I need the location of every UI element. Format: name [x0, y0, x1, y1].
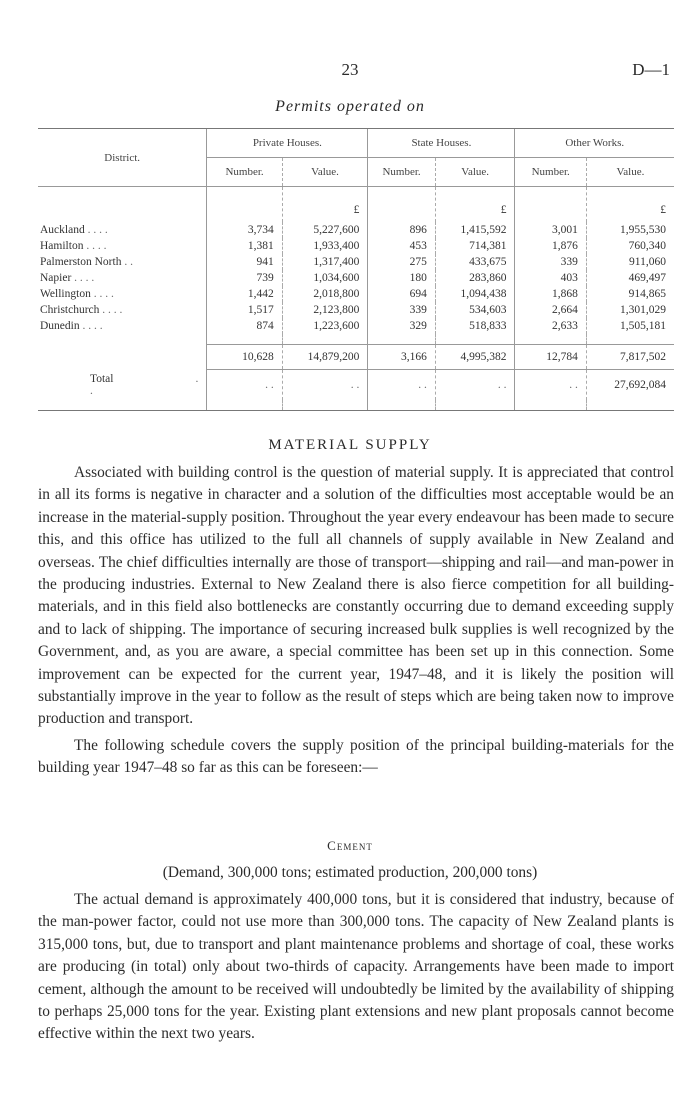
total-cell: . .	[368, 370, 436, 401]
total-label: Total	[90, 372, 114, 385]
table-row	[38, 254, 674, 270]
private-number: 941	[207, 254, 282, 270]
leader-dots: . . . .	[82, 320, 103, 332]
subtotal-cell: 14,879,200	[282, 345, 368, 370]
leader-dots: . . . .	[87, 224, 108, 236]
district-name: Napier	[40, 272, 72, 284]
private-value: 1,223,600	[282, 318, 368, 334]
private-number: 3,734	[207, 222, 282, 238]
table-row	[38, 318, 674, 334]
other-value: 1,301,029	[586, 302, 674, 318]
private-number: 874	[207, 318, 282, 334]
district-name: Wellington	[40, 288, 91, 300]
material-supply-text	[38, 462, 674, 780]
state-number: 896	[368, 222, 436, 238]
sub-header-number: Number.	[368, 158, 436, 187]
group-header-private: Private Houses.	[207, 129, 368, 158]
subtotal-cell: 7,817,502	[586, 345, 674, 370]
state-number: 275	[368, 254, 436, 270]
state-number: 339	[368, 302, 436, 318]
state-number: 694	[368, 286, 436, 302]
private-number: 1,442	[207, 286, 282, 302]
private-value: 1,034,600	[282, 270, 368, 286]
total-cell: . .	[435, 370, 515, 401]
total-row	[38, 370, 674, 401]
private-value: 5,227,600	[282, 222, 368, 238]
sub-header-number: Number.	[515, 158, 586, 187]
permits-table	[38, 128, 674, 411]
section-heading: MATERIAL SUPPLY	[268, 437, 432, 453]
leader-dots: . .	[124, 256, 133, 268]
other-number: 3,001	[515, 222, 586, 238]
other-value: 914,865	[586, 286, 674, 302]
district-name: Hamilton	[40, 240, 84, 252]
state-value: 1,094,438	[435, 286, 515, 302]
table-row	[38, 270, 674, 286]
table-row	[38, 302, 674, 318]
other-number: 2,633	[515, 318, 586, 334]
sub-header-value: Value.	[282, 158, 368, 187]
other-number: 403	[515, 270, 586, 286]
cement-demand-line: (Demand, 300,000 tons; estimated production, 200,000 tons)	[162, 864, 538, 881]
private-value: 1,933,400	[282, 238, 368, 254]
leader-dots: . . . .	[102, 304, 123, 316]
currency-row	[38, 187, 674, 223]
state-value: 714,381	[435, 238, 515, 254]
district-name: Auckland	[40, 224, 85, 236]
subtotal-cell: 12,784	[515, 345, 586, 370]
paragraph: Associated with building control is the question of material supply. It is appreciated that control in all its forms is negative in character and a solution of the difficulties most acceptable would be an increase in the material-supply position. Throughout the year every endeavour has been made to secure this, and this office has utilized to the full all channels of supply available in New Zealand and overseas. The chief difficulties internally are those of transport—shipping and rail—and man-power in the producing industries. External to New Zealand there is also fierce competition for all building-materials, and in this field also bottlenecks are constantly occurring due to demand exceeding supply and to lack of shipping. The importance of securing increased bulk supplies is well recognized by the Government, and, as you are aware, a special committee has been set up in this connection. Some improvement can be expected for the current year, 1947–48, and it is likely the position will substantially improve in the year to follow as the result of steps which are being taken now to improve production and transport.	[38, 464, 674, 728]
total-cell: . .	[515, 370, 586, 401]
subtotal-cell: 3,166	[368, 345, 436, 370]
currency-symbol: £	[586, 187, 674, 223]
sub-header-value: Value.	[586, 158, 674, 187]
other-value: 911,060	[586, 254, 674, 270]
leader-dots: . . . .	[86, 240, 107, 252]
other-number: 339	[515, 254, 586, 270]
private-value: 2,123,800	[282, 302, 368, 318]
other-value: 1,505,181	[586, 318, 674, 334]
private-number: 1,517	[207, 302, 282, 318]
page-number: 23	[341, 60, 359, 79]
leader-dots: . . . .	[74, 272, 95, 284]
table-row	[38, 238, 674, 254]
currency-symbol: £	[435, 187, 515, 223]
other-value: 469,497	[586, 270, 674, 286]
state-value: 518,833	[435, 318, 515, 334]
district-header: District.	[38, 129, 207, 187]
sub-header-value: Value.	[435, 158, 515, 187]
group-header-state: State Houses.	[368, 129, 515, 158]
other-number: 1,876	[515, 238, 586, 254]
subtotal-cell: 4,995,382	[435, 345, 515, 370]
state-value: 534,603	[435, 302, 515, 318]
cement-text	[38, 889, 674, 1046]
state-value: 433,675	[435, 254, 515, 270]
state-number: 180	[368, 270, 436, 286]
table-title: Permits operated on	[275, 98, 425, 115]
leader-dots: . . . .	[93, 288, 114, 300]
state-number: 453	[368, 238, 436, 254]
subtotal-row	[38, 345, 674, 370]
state-number: 329	[368, 318, 436, 334]
group-header-row	[38, 129, 674, 158]
table-row	[38, 222, 674, 238]
paragraph: The following schedule covers the supply position of the principal building-materials for the building year 1947–48 so far as this can be foreseen:—	[38, 736, 674, 777]
district-name: Palmerston North	[40, 256, 122, 268]
group-header-other: Other Works.	[515, 129, 674, 158]
private-value: 2,018,800	[282, 286, 368, 302]
paragraph: The actual demand is approximately 400,000 tons, but it is considered that industry, because of the man-power factor, could not use more than 300,000 tons. The capacity of New Zealand plants is 315,000 tons, but, due to transport and plant maintenance problems and shortage of coal, these works are producing (in total) only about two-thirds of capacity. Arrangements have been made to import cement, although the amount to be received will undoubtedly be limited by the availability of shipping to perhaps 25,000 tons for the year. Existing plant extensions and new plant proposals cannot become effective within the next two years.	[38, 891, 674, 1043]
grand-total: 27,692,084	[586, 370, 674, 401]
private-value: 1,317,400	[282, 254, 368, 270]
district-name: Dunedin	[40, 320, 80, 332]
other-value: 760,340	[586, 238, 674, 254]
leader-dots: . .	[90, 372, 199, 397]
document-reference: D—1	[632, 60, 670, 79]
table-row	[38, 286, 674, 302]
other-number: 1,868	[515, 286, 586, 302]
cement-heading: Cement	[327, 838, 373, 853]
sub-header-number: Number.	[207, 158, 282, 187]
total-cell: . .	[207, 370, 282, 401]
currency-symbol: £	[282, 187, 368, 223]
total-cell: . .	[282, 370, 368, 401]
district-name: Christchurch	[40, 304, 100, 316]
state-value: 283,860	[435, 270, 515, 286]
private-number: 1,381	[207, 238, 282, 254]
private-number: 739	[207, 270, 282, 286]
subtotal-cell: 10,628	[207, 345, 282, 370]
other-number: 2,664	[515, 302, 586, 318]
other-value: 1,955,530	[586, 222, 674, 238]
state-value: 1,415,592	[435, 222, 515, 238]
